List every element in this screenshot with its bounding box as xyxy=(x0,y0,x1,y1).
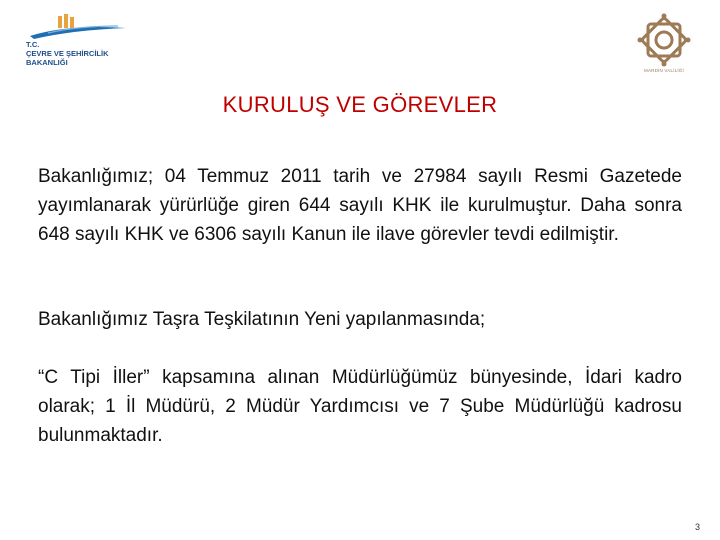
governorship-logo xyxy=(632,12,696,78)
logo-line-tc: T.C. xyxy=(26,40,40,49)
paragraph-establishment: Bakanlığımız; 04 Temmuz 2011 tarih ve 27984 sayılı Resmi Gazetede yayımlanarak yürürlüğe giren 644 sayılı KHK ile kurulmuştur. Daha sonra 648 sayılı KHK ve 6306 sayılı Kanun ile ilave görevler tevdi edilmiştir. xyxy=(38,166,682,245)
governorship-caption: MARDİN VALİLİĞİ xyxy=(644,68,684,73)
slide-title: KURULUŞ VE GÖREVLER xyxy=(222,92,498,117)
ministry-logo xyxy=(24,14,134,68)
governorship-seal-icon xyxy=(636,12,692,68)
ministry-logo-icon xyxy=(28,14,128,40)
logo-line-ministry: ÇEVRE VE ŞEHİRCİLİK xyxy=(26,49,109,58)
paragraph-restructuring: Bakanlığımız Taşra Teşkilatının Yeni yapılanmasında; xyxy=(38,309,486,330)
paragraph-staffing: “C Tipi İller” kapsamına alınan Müdürlüğümüz bünyesinde, İdari kadro olarak; 1 İl Müdürü, 2 Müdür Yardımcısı ve 7 Şube Müdürlüğü kadrosu bulunmaktadır. xyxy=(38,367,682,446)
logo-line-bakanligi: BAKANLIĞI xyxy=(26,58,68,67)
page-number: 3 xyxy=(695,522,701,532)
